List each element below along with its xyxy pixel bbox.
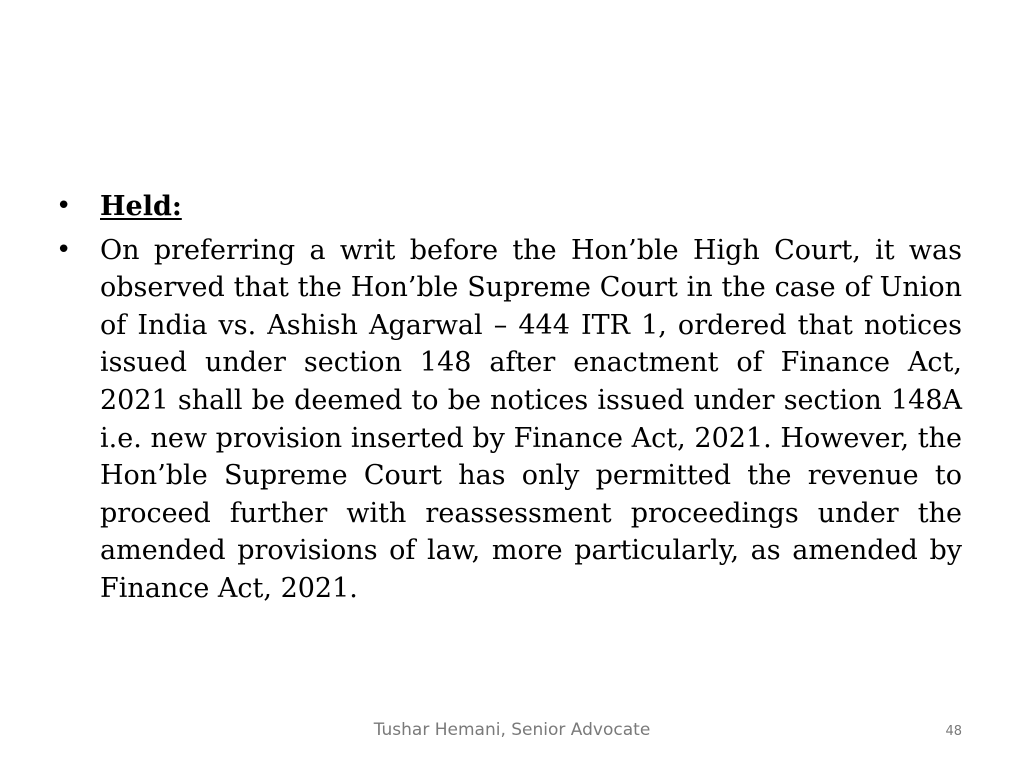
slide-content	[56, 188, 962, 608]
paragraph-text: On preferring a writ before the Hon’ble High Court, it was observed that the Hon’ble Supreme Court in the case of Union of India vs. Ashish Agarwal – 444 ITR 1, ordered that notices issued under section 148 after enactment of Finance Act, 2021 shall be deemed to be notices issued under section 148A i.e. new provision inserted by Finance Act, 2021. However, the Hon’ble Supreme Court has only permitted the revenue to proceed further with reassessment proceedings under the amended provisions of law, more particularly, as amended by Finance Act, 2021.	[100, 234, 962, 604]
held-heading: Held:	[100, 191, 182, 222]
bullet-point-icon: •	[56, 234, 72, 265]
bullet-held	[56, 188, 962, 226]
bullet-paragraph	[56, 232, 962, 608]
footer-text: Tushar Hemani, Senior Advocate	[373, 720, 651, 740]
page-number: 48	[945, 724, 962, 739]
bullet-point-icon: •	[56, 191, 72, 221]
